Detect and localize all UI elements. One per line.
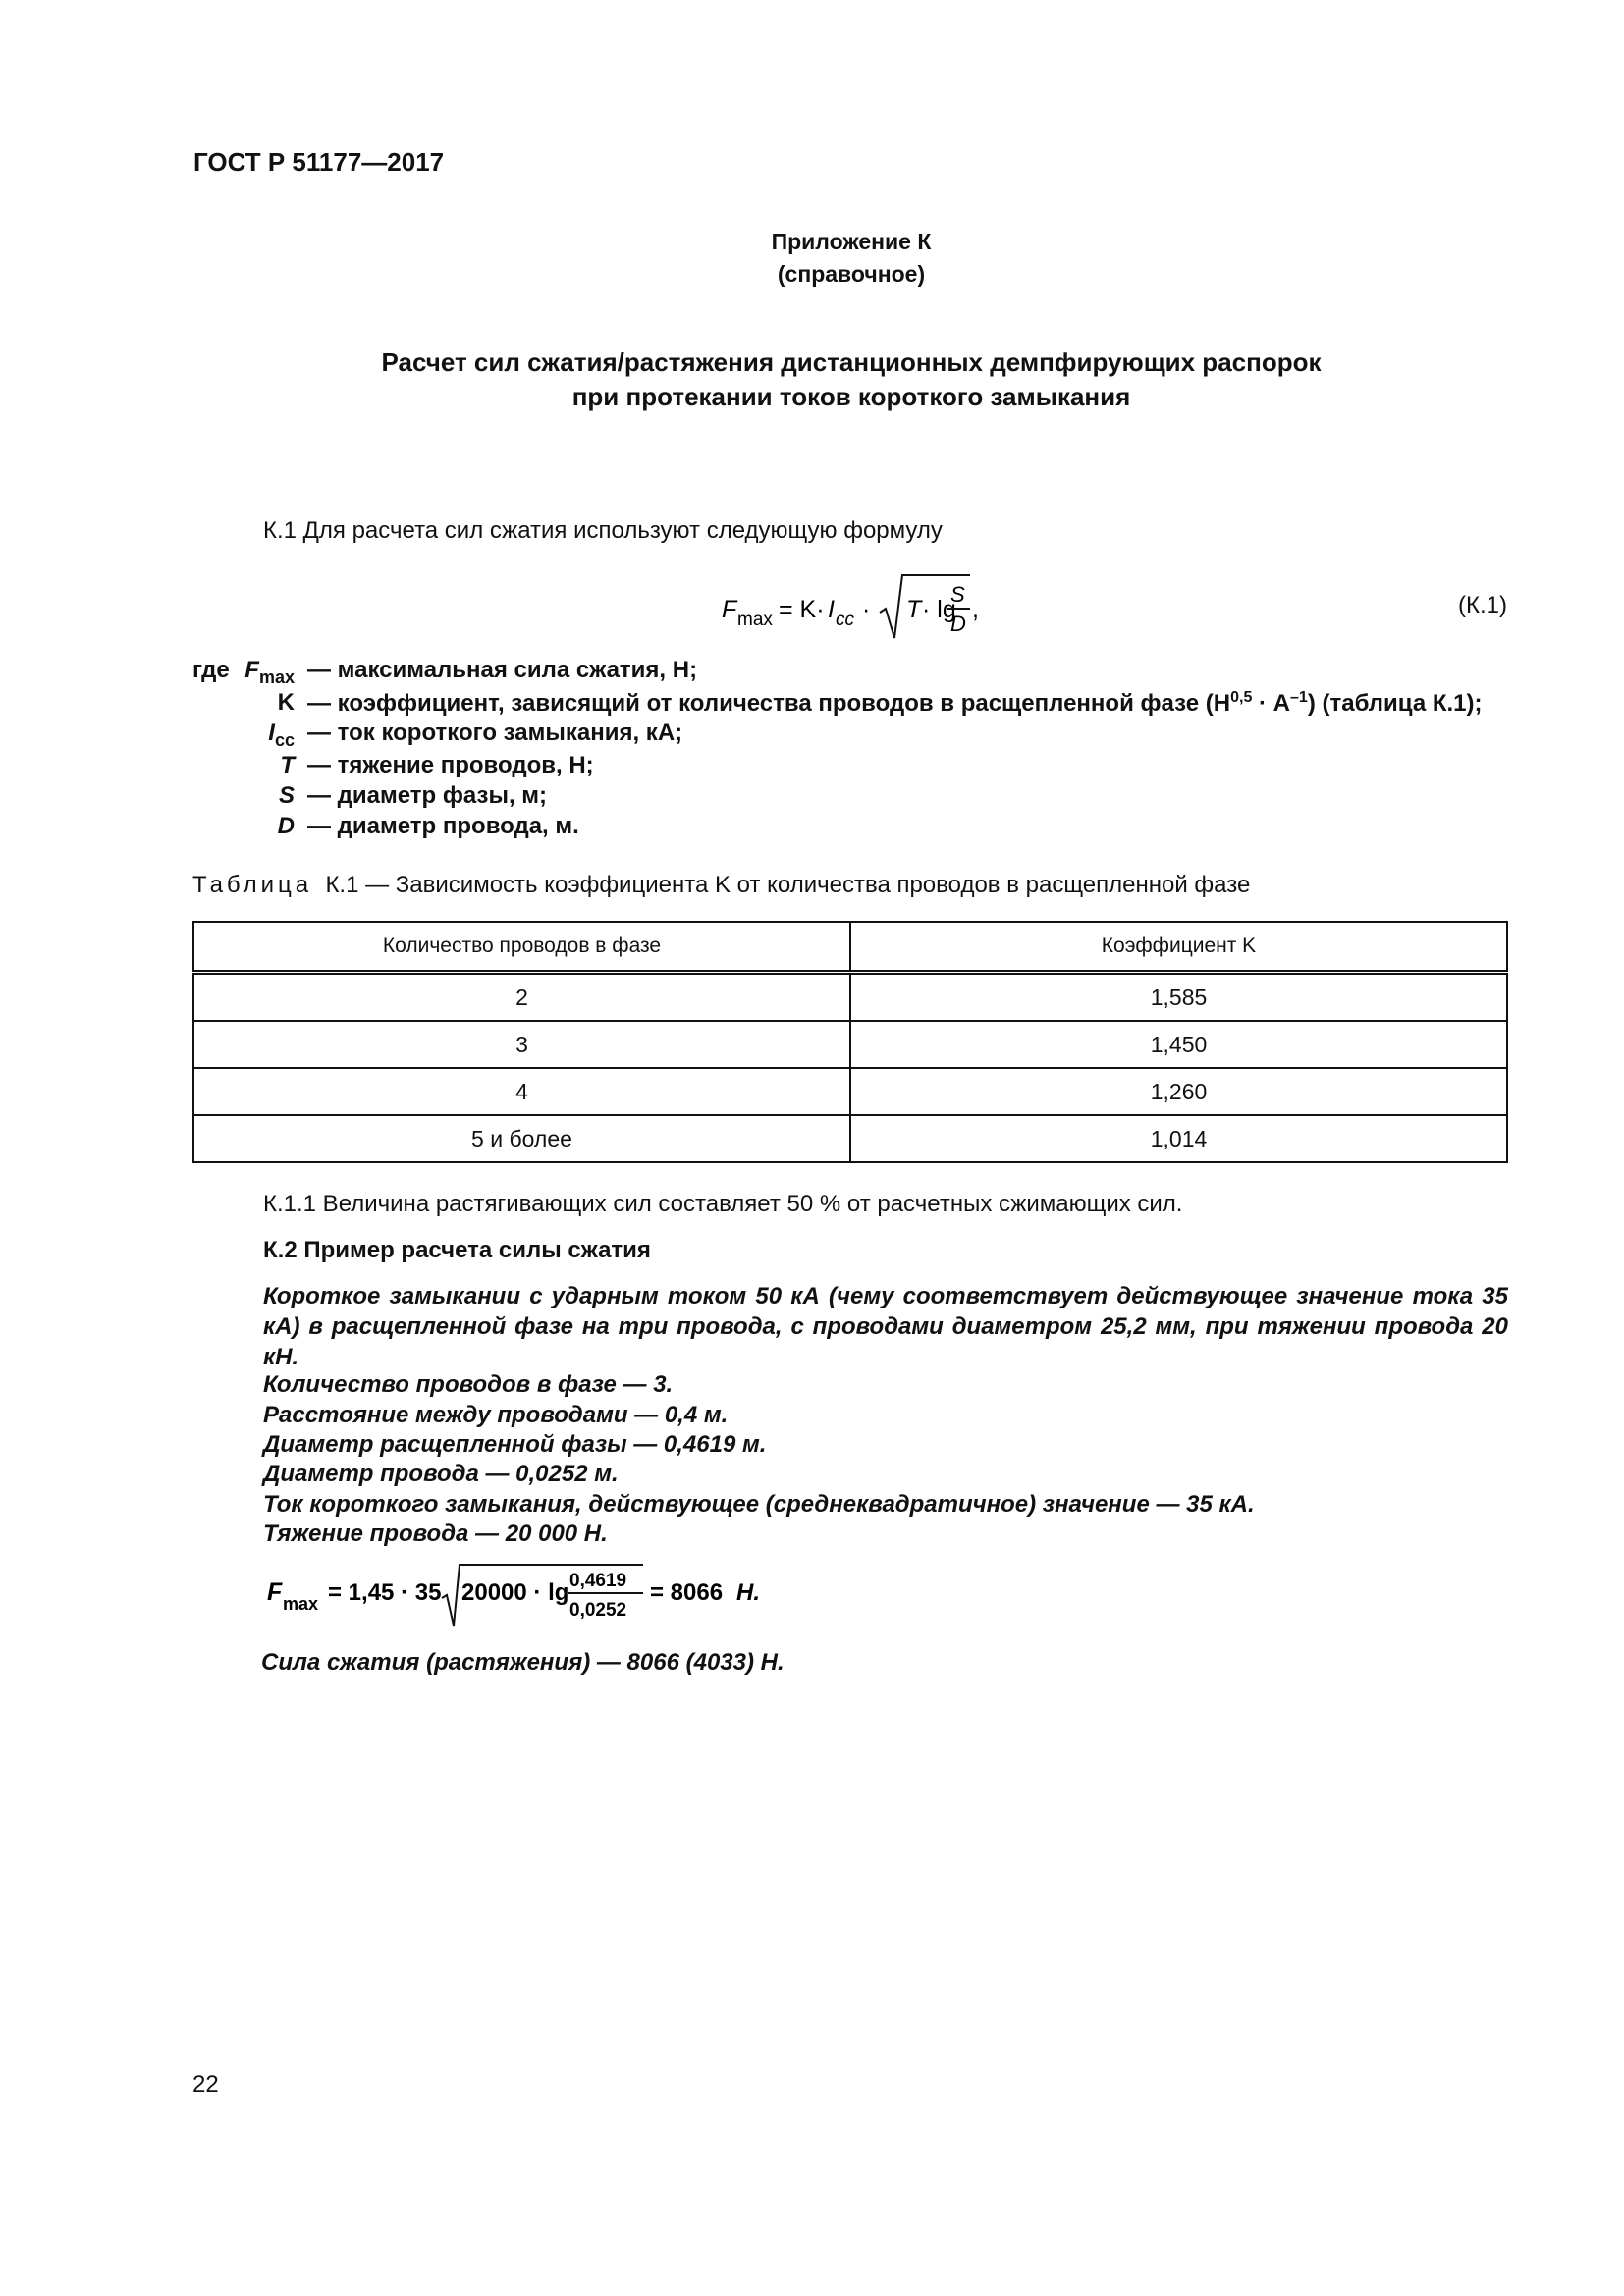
title-line-1: Расчет сил сжатия/растяжения дистанционных демпфирующих распорок bbox=[381, 347, 1322, 377]
formula-k1 bbox=[720, 569, 1505, 648]
table-cell: 1,585 bbox=[850, 973, 1507, 1022]
ex-formula-result: = 8066 bbox=[650, 1579, 724, 1606]
def-symbol-t: T bbox=[280, 752, 295, 778]
table-cell: 5 и более bbox=[193, 1115, 850, 1162]
section-k11-text: К.1.1 Величина растягивающих сил составляет 50 % от расчетных сжимающих сил. bbox=[263, 1191, 1183, 1217]
example-line: Диаметр расщепленной фазы — 0,4619 м. bbox=[263, 1431, 767, 1458]
formula-F-sub: max bbox=[737, 610, 773, 630]
example-intro bbox=[192, 1281, 1508, 1372]
formula-lg: · lg bbox=[922, 596, 956, 623]
def-symbol-k: K bbox=[277, 689, 295, 716]
def-text-s: — диаметр фазы, м; bbox=[307, 782, 548, 809]
def-text-t: — тяжение проводов, Н; bbox=[307, 752, 594, 778]
coefficient-table bbox=[192, 921, 1508, 1163]
ex-formula-num: 0,4619 bbox=[569, 1571, 627, 1591]
ex-formula-F-sub: max bbox=[283, 1594, 319, 1614]
table-row bbox=[193, 1115, 1507, 1162]
formula-I-sub: cc bbox=[836, 610, 854, 630]
table-header-row bbox=[193, 922, 1507, 973]
where-label: где bbox=[192, 657, 230, 683]
table-cell: 4 bbox=[193, 1068, 850, 1115]
ex-formula-eq: = 1,45 · 35 bbox=[328, 1579, 442, 1606]
formula-comma: , bbox=[972, 596, 979, 623]
table-header-cell: Коэффициент K bbox=[850, 922, 1507, 973]
table-cell: 1,260 bbox=[850, 1068, 1507, 1115]
def-symbol-s: S bbox=[278, 782, 295, 809]
title-line-2: при протекании токов короткого замыкания bbox=[571, 382, 1131, 411]
table-caption-text: К.1 — Зависимость коэффициента K от количества проводов в расщепленной фазе bbox=[325, 872, 1251, 898]
formula-T: T bbox=[906, 596, 922, 623]
ex-formula-unit: Н. bbox=[736, 1579, 760, 1606]
formula-D: D bbox=[950, 612, 966, 636]
def-text-fmax: — максимальная сила сжатия, Н; bbox=[307, 657, 698, 683]
formula-example bbox=[265, 1561, 854, 1639]
formula-S: S bbox=[950, 582, 965, 607]
example-line: Ток короткого замыкания, действующее (среднеквадратичное) значение — 35 кА. bbox=[263, 1491, 1255, 1518]
table-cell: 1,014 bbox=[850, 1115, 1507, 1162]
formula-dot: · bbox=[862, 596, 871, 623]
example-line: Тяжение провода — 20 000 Н. bbox=[263, 1521, 608, 1547]
example-line: Диаметр провода — 0,0252 м. bbox=[263, 1461, 619, 1487]
section-k1-text: К.1 Для расчета сил сжатия используют следующую формулу bbox=[263, 517, 943, 544]
annex-heading bbox=[0, 226, 1624, 291]
table-row bbox=[193, 1021, 1507, 1068]
example-intro-text: Короткое замыкании с ударным током 50 кА (чему соответствует действующее значение тока 35 кА) в расщепленной фазе на три провода, с проводами диаметром 25,2 мм, при тяжении провода 20 кН. bbox=[263, 1283, 1508, 1370]
def-symbol-fmax: $F_{max}$ bbox=[244, 657, 295, 687]
formula-I: I bbox=[828, 596, 835, 623]
table-cell: 3 bbox=[193, 1021, 850, 1068]
table-caption-label: Таблица bbox=[192, 872, 313, 898]
document-title bbox=[0, 346, 1624, 414]
def-symbol-d: D bbox=[277, 813, 295, 839]
annex-status: (справочное) bbox=[777, 261, 926, 287]
formula-eq: = K· bbox=[779, 596, 825, 623]
def-symbol-icc: $I_{cc}$ bbox=[268, 720, 295, 750]
table-header-cell: Количество проводов в фазе bbox=[193, 922, 850, 973]
table-row bbox=[193, 973, 1507, 1022]
table-cell: 2 bbox=[193, 973, 850, 1022]
table-row bbox=[193, 1068, 1507, 1115]
standard-code: ГОСТ Р 51177—2017 bbox=[193, 147, 445, 177]
table-cell: 1,450 bbox=[850, 1021, 1507, 1068]
example-line: Количество проводов в фазе — 3. bbox=[263, 1371, 674, 1398]
ex-formula-inner: 20000 · lg bbox=[461, 1579, 569, 1606]
annex-title: Приложение К bbox=[771, 229, 932, 254]
example-line: Расстояние между проводами — 0,4 м. bbox=[263, 1402, 729, 1428]
ex-formula-F: F bbox=[267, 1578, 283, 1606]
table-caption bbox=[192, 872, 1250, 899]
def-text-icc: — ток короткого замыкания, кА; bbox=[307, 720, 683, 746]
example-result: Сила сжатия (растяжения) — 8066 (4033) Н. bbox=[261, 1649, 785, 1676]
def-text-d: — диаметр провода, м. bbox=[307, 813, 579, 839]
page-number: 22 bbox=[192, 2071, 219, 2098]
section-k2-heading: К.2 Пример расчета силы сжатия bbox=[263, 1237, 651, 1263]
equation-number: (К.1) bbox=[1458, 592, 1507, 618]
def-text-k: — коэффициент, зависящий от количества проводов в расщепленной фазе $(Н^{0,5} \cdot А^{-1})$ (таблица К.1); bbox=[307, 689, 1483, 717]
formula-F: F bbox=[722, 596, 737, 623]
ex-formula-den: 0,0252 bbox=[569, 1600, 627, 1621]
